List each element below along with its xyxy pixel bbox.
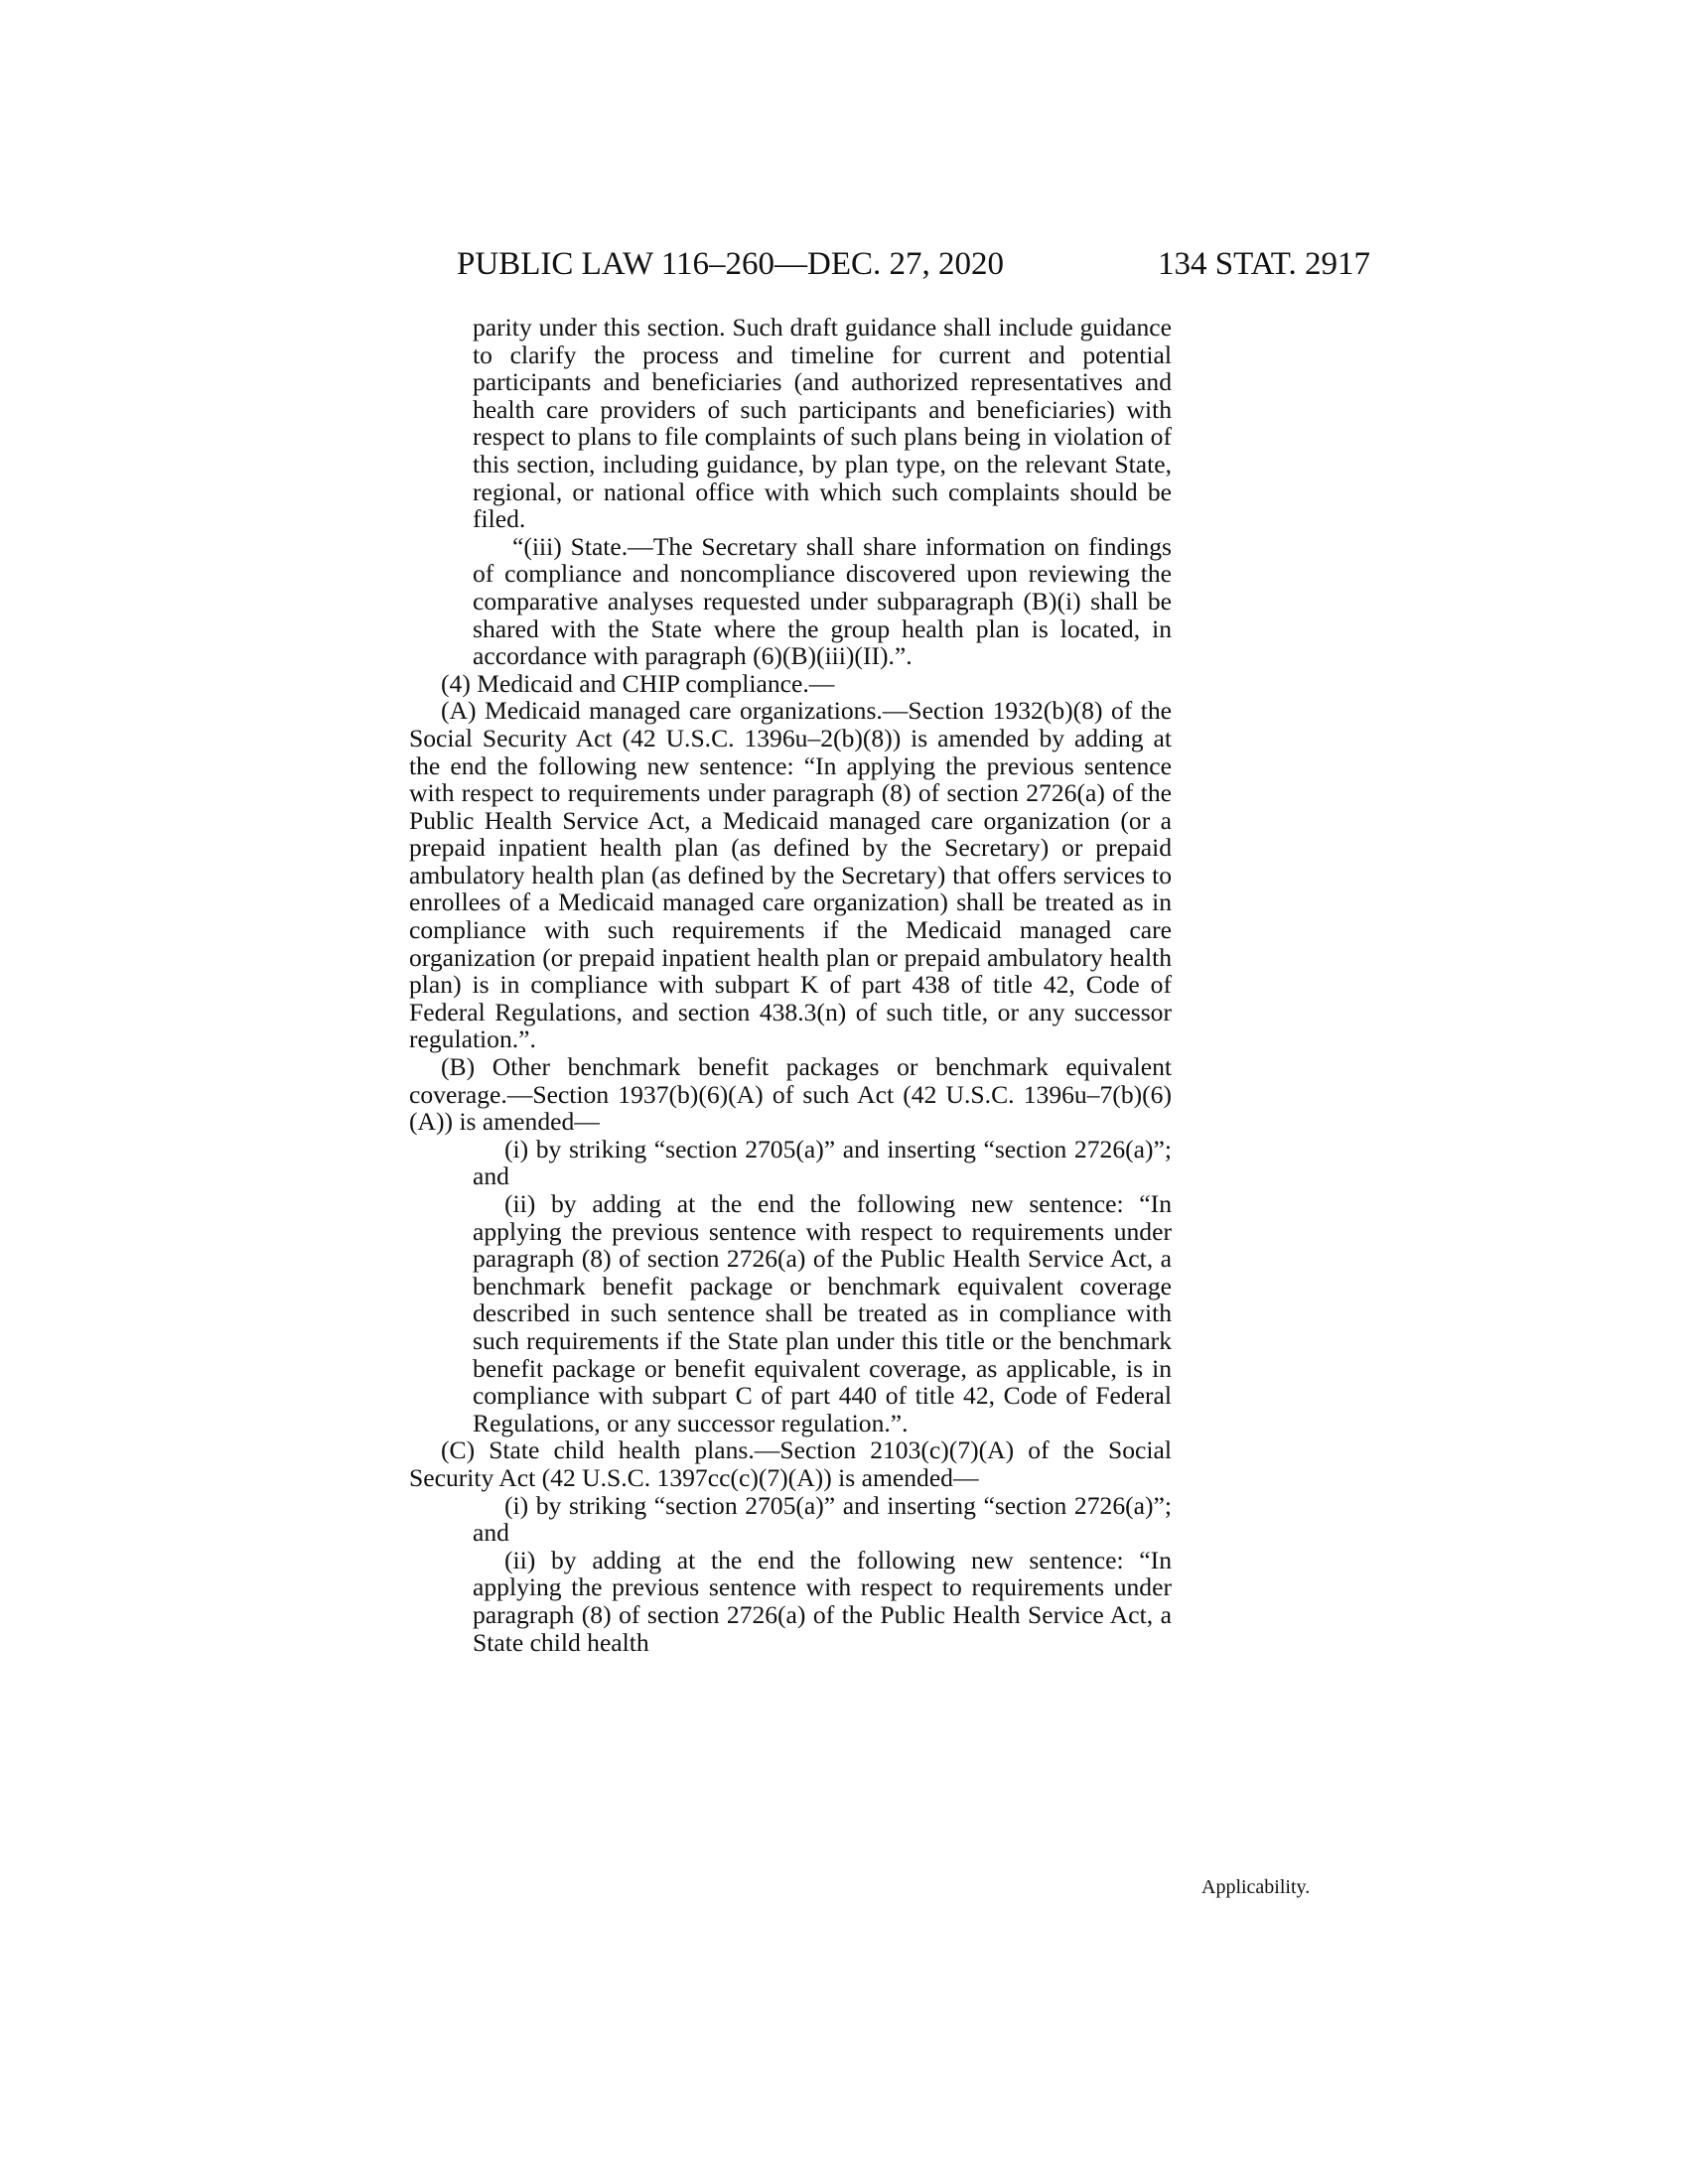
header-law-citation: PUBLIC LAW 116–260—DEC. 27, 2020 [457, 246, 1005, 282]
header-stat-page: 134 STAT. 2917 [1157, 246, 1370, 282]
heading-medicaid-chip: (4) Medicaid and CHIP compliance.— [441, 668, 835, 698]
paragraph-c-state-child-health: (C) State child health plans.—Section 2103(c)(7)(A) of the Social Security Act (42 U.S.C. 1397cc(c)(7)(A)) is amended— [409, 1435, 1172, 1492]
page-header [457, 246, 1370, 286]
paragraph-b-benchmark: (B) Other benchmark benefit packages or benchmark equivalent coverage.—Section 1937(b)(6)(A) of such Act (42 U.S.C. 1396u–7(b)(6)(A)) is amended— [409, 1052, 1172, 1137]
paragraph-c-ii: (ii) by adding at the end the following new sentence: “In applying the previous sentence with respect to requirements under paragraph (8) of section 2726(a) of the Public Health Service Act, a State child health [473, 1545, 1172, 1657]
paragraph-a-managed-care: (A) Medicaid managed care organizations.—Section 1932(b)(8) of the Social Security Act (42 U.S.C. 1396u–2(b)(8)) is amended by adding at the end the following new sentence: “In applying the previous sentence with respect to requirements under paragraph (8) of section 2726(a) of the Public Health Service Act, a Medicaid managed care organization (or a prepaid inpatient health plan (as defined by the Secretary) or prepaid ambulatory health plan (as defined by the Secretary) that offers services to enrollees of a Medicaid managed care organization) shall be treated as in compliance with such requirements if the Medicaid managed care organization (or prepaid inpatient health plan or prepaid ambulatory health plan) is in compliance with subpart K of part 438 of title 42, Code of Federal Regulations, and section 438.3(n) of such title, or any successor regulation.”. [409, 696, 1172, 1054]
paragraph-guidance: parity under this section. Such draft guidance shall include guidance to clarify the process and timeline for current and potential participants and beneficiaries (and authorized representatives and health care providers of such participants and beneficiaries) with respect to plans to file complaints of such plans being in violation of this section, including guidance, by plan type, on the relevant State, regional, or national office with which such complaints should be filed. [473, 313, 1172, 534]
paragraph-iii-state: “(iii) State.—The Secretary shall share information on findings of compliance and noncompliance discovered upon reviewing the comparative analyses requested under subparagraph (B)(i) shall be shared with the State where the group health plan is located, in accordance with paragraph (6)(B)(iii)(II).”. [473, 531, 1172, 671]
margin-note-applicability: Applicability. [1201, 1876, 1311, 1898]
document-body [409, 314, 1172, 1656]
paragraph-c-i: (i) by striking “section 2705(a)” and inserting “section 2726(a)”; and [473, 1490, 1172, 1548]
paragraph-b-ii: (ii) by adding at the end the following new sentence: “In applying the previous sentence with respect to requirements under paragraph (8) of section 2726(a) of the Public Health Service Act, a benchmark benefit package or benchmark equivalent coverage described in such sentence shall be treated as in compliance with such requirements if the State plan under this title or the benchmark benefit package or benefit equivalent coverage, as applicable, is in compliance with subpart C of part 440 of title 42, Code of Federal Regulations, or any successor regulation.”. [473, 1189, 1172, 1437]
paragraph-b-i: (i) by striking “section 2705(a)” and inserting “section 2726(a)”; and [473, 1134, 1172, 1191]
